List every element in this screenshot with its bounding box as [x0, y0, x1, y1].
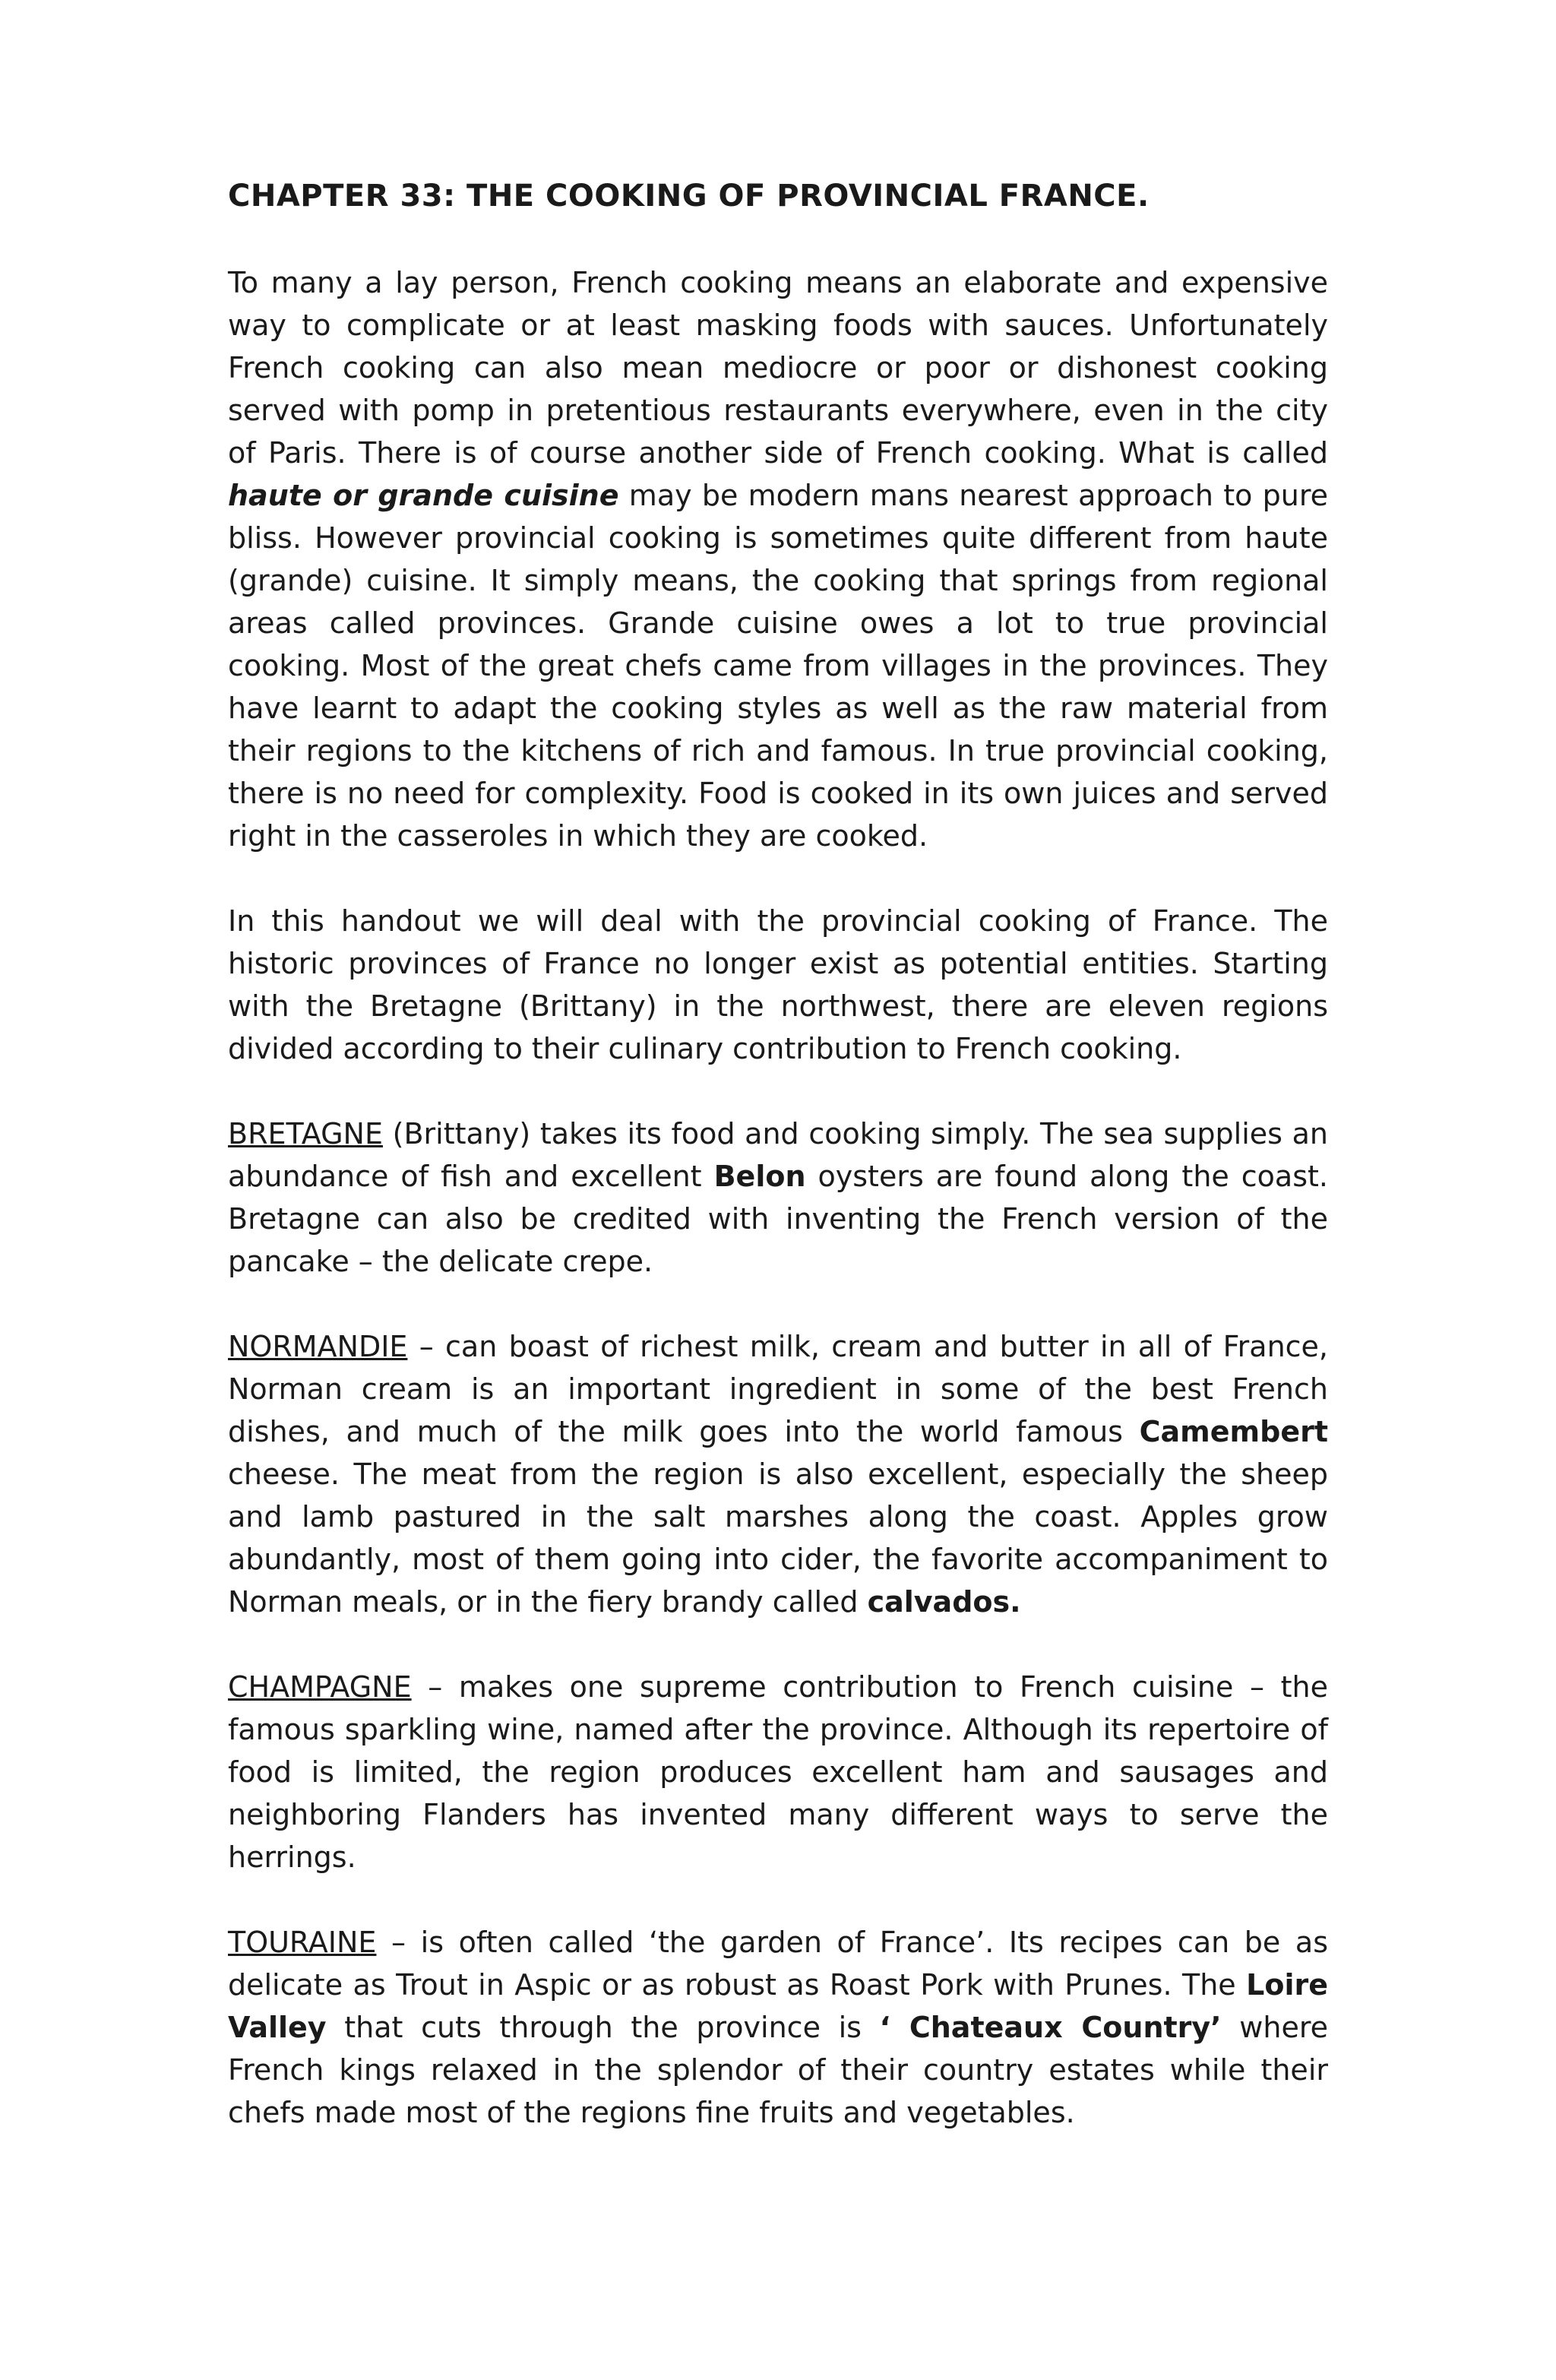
haute-cuisine-emphasis: haute or grande cuisine — [228, 479, 619, 512]
intro-text-2: may be modern mans nearest approach to pure bliss. However provincial cooking is sometimes quite different from haute (grande) cuisine. It simply means, the cooking that springs from regional areas called provinces. Grande cuisine owes a lot to true provincial cooking. Most of the great chefs came from villages in the provinces. They have learnt to adapt the cooking styles as well as the raw material from their regions to the kitchens of rich and famous. In true provincial cooking, there is no need for complexity. Food is cooked in its own juices and served right in the casseroles in which they are cooked. — [228, 479, 1329, 853]
touraine-text-2: that cuts through the province is — [326, 2011, 880, 2044]
region-name-touraine: TOURAINE — [228, 1926, 377, 1959]
touraine-text-3: where French kings relaxed in the splendor of their country estates while their chefs made most of the regions fine fruits and vegetables. — [228, 2011, 1328, 2129]
bretagne-text-2: oysters are found along the coast. Bretagne can also be credited with inventing the French version of the pancake – the delicate crepe. — [228, 1160, 1328, 1278]
touraine-paragraph — [228, 1921, 1328, 2134]
intro-paragraph — [228, 261, 1328, 857]
touraine-text-1: – is often called ‘the garden of France’. Its recipes can be as delicate as Trout in Aspic or as robust as Roast Pork with Prunes. The — [228, 1926, 1328, 2002]
region-name-normandie: NORMANDIE — [228, 1330, 408, 1363]
loire-valley-bold: Loire Valley — [228, 1968, 1328, 2044]
intro-text-1: To many a lay person, French cooking means an elaborate and expensive way to complicate or at least masking foods with sauces. Unfortunately French cooking can also mean mediocre or poor or dishonest cooking served with pomp in pretentious restaurants everywhere, even in the city of Paris. There is of course another side of French cooking. What is called — [228, 266, 1328, 470]
chapter-title: CHAPTER 33: THE COOKING OF PROVINCIAL FRANCE. — [228, 179, 1150, 214]
normandie-text-2: cheese. The meat from the region is also excellent, especially the sheep and lamb pastured in the salt marshes along the coast. Apples grow abundantly, most of them going into cider, the favorite accompaniment to Norman meals, or in the fiery brandy called — [228, 1457, 1328, 1619]
calvados-bold: calvados. — [867, 1585, 1021, 1619]
normandie-text-1: – can boast of richest milk, cream and butter in all of France, Norman cream is an important ingredient in some of the best French dishes, and much of the milk goes into the world famous — [228, 1330, 1328, 1448]
bretagne-paragraph — [228, 1112, 1328, 1283]
champagne-paragraph — [228, 1666, 1328, 1878]
region-name-bretagne: BRETAGNE — [228, 1117, 383, 1150]
region-name-champagne: CHAMPAGNE — [228, 1670, 412, 1704]
handout-text: In this handout we will deal with the provincial cooking of France. The historic provinces of France no longer exist as potential entities. Starting with the Bretagne (Brittany) in the northwest, there are eleven regions divided according to their culinary contribution to French cooking. — [228, 904, 1328, 1065]
belon-bold: Belon — [713, 1160, 806, 1193]
normandie-paragraph — [228, 1325, 1328, 1623]
camembert-bold: Camembert — [1139, 1415, 1328, 1448]
bretagne-text-1: (Brittany) takes its food and cooking simply. The sea supplies an abundance of fish and excellent — [228, 1117, 1328, 1193]
champagne-text-1: – makes one supreme contribution to French cuisine – the famous sparkling wine, named after the province. Although its repertoire of food is limited, the region produces excellent ham and sausages and neighboring Flanders has invented many different ways to serve the herrings. — [228, 1670, 1328, 1874]
handout-paragraph — [228, 900, 1328, 1070]
document-page — [228, 175, 1328, 2176]
chateaux-country-bold: ‘ Chateaux Country’ — [879, 2011, 1222, 2044]
